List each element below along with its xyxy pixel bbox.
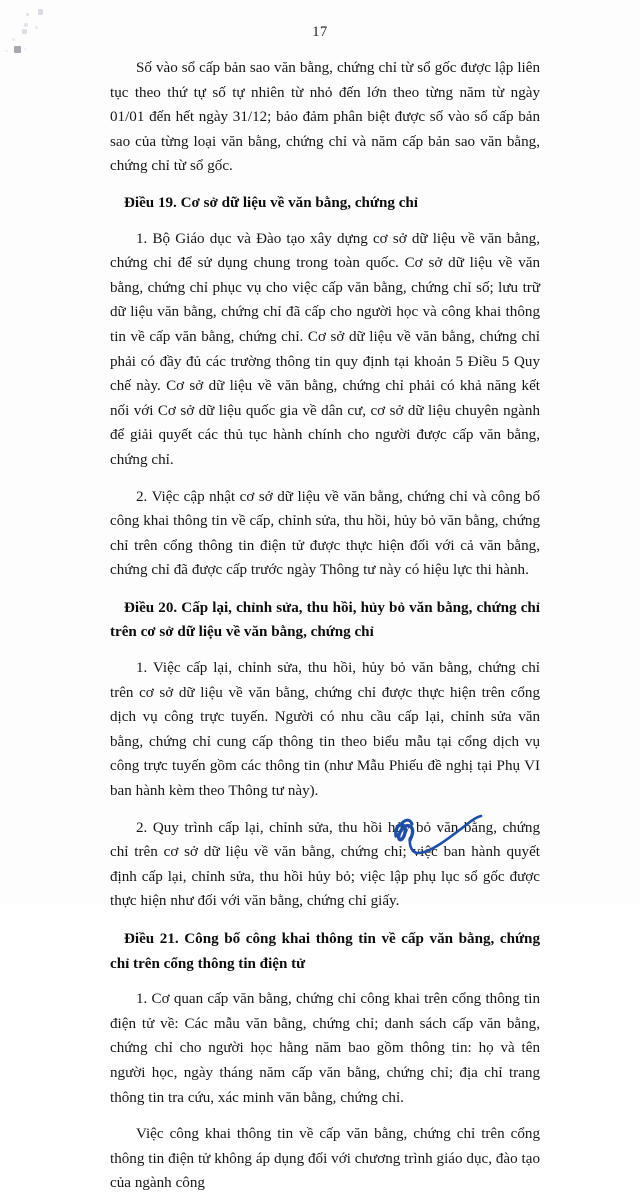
paragraph-19-1: 1. Bộ Giáo dục và Đào tạo xây dựng cơ sở dữ liệu về văn bằng, chứng chỉ để sử dụng chung trong toàn quốc. Cơ sở dữ liệu về văn bằng, chứng chỉ phục vụ cho việc cấp văn bằng, chứng chỉ số; lưu trữ dữ liệu văn bằng, chứng chỉ đã cấp cho người học và công khai thông tin về cấp văn bằng, chứng chỉ. Cơ sở dữ liệu về văn bằng, chứng chỉ phải có đầy đủ các trường thông tin quy định tại khoản 5 Điều 5 Quy chế này. Cơ sở dữ liệu về văn bằng, chứng chỉ phải có khả năng kết nối với Cơ sở dữ liệu quốc gia về dân cư, cơ sở dữ liệu chuyên ngành để giải quyết các thủ tục hành chính cho người được cấp văn bằng, chứng chỉ.	[110, 230, 540, 468]
document-body	[110, 56, 540, 1196]
paragraph-21-2: Việc công khai thông tin về cấp văn bằng, chứng chỉ trên cổng thông tin điện tử không áp dụng đối với chương trình giáo dục, đào tạo của ngành công	[110, 1126, 540, 1192]
scan-artifacts	[0, 0, 110, 90]
paragraph-20-2: 2. Quy trình cấp lại, chỉnh sửa, thu hồi hủy bỏ văn bằng, chứng chỉ trên cơ sở dữ liệu về văn bằng, chứng chỉ; việc ban hành quyết định cấp lại, chỉnh sửa, thu hồi hủy bỏ; việc lập phụ lục sổ gốc được thực hiện như đối với văn bằng, chứng chỉ giấy.	[110, 819, 540, 910]
paragraph-19-2: 2. Việc cập nhật cơ sở dữ liệu về văn bằng, chứng chỉ và công bố công khai thông tin về cấp, chỉnh sửa, thu hồi, hủy bỏ văn bằng, chứng chỉ trên cổng thông tin điện tử được thực hiện đối với cả văn bằng, chứng chỉ đã được cấp trước ngày Thông tư này có hiệu lực thi hành.	[110, 488, 540, 579]
page-number: 17	[312, 24, 328, 40]
heading-dieu-20: Điều 20. Cấp lại, chỉnh sửa, thu hồi, hủy bỏ văn bằng, chứng chỉ trên cơ sở dữ liệu về văn bằng, chứng chỉ	[110, 599, 540, 641]
heading-dieu-21: Điều 21. Công bố công khai thông tin về cấp văn bằng, chứng chỉ trên cổng thông tin điện tử	[110, 931, 540, 972]
paragraph-intro: Số vào sổ cấp bản sao văn bằng, chứng chỉ từ sổ gốc được lập liên tục theo thứ tự số tự nhiên từ nhỏ đến lớn theo từng năm từ ngày 01/01 đến hết ngày 31/12; bảo đảm phân biệt được số vào sổ cấp bản sao của từng loại văn bằng, chứng chỉ và năm cấp bản sao văn bằng, chứng chỉ từ sổ gốc.	[110, 60, 540, 175]
paragraph-21-1: 1. Cơ quan cấp văn bằng, chứng chỉ công khai trên cổng thông tin điện tử về: Các mẫu văn bằng, chứng chỉ; danh sách cấp văn bằng, chứng chỉ cho người học hằng năm bao gồm thông tin: họ và tên người học, ngày tháng năm cấp văn bằng, chứng chỉ; địa chỉ trang thông tin tra cứu, xác minh văn bằng, chứng chỉ.	[110, 991, 540, 1106]
heading-dieu-19: Điều 19. Cơ sở dữ liệu về văn bằng, chứng chỉ	[124, 194, 418, 211]
paragraph-20-1: 1. Việc cấp lại, chỉnh sửa, thu hồi, hủy bỏ văn bằng, chứng chỉ trên cơ sở dữ liệu về văn bằng, chứng chỉ được thực hiện trên cổng dịch vụ công trực tuyến. Người có nhu cầu cấp lại, chỉnh sửa văn bằng, chứng chỉ cung cấp thông tin theo biểu mẫu tại cổng dịch vụ công trực tuyến gồm các thông tin (như Mẫu Phiếu đề nghị tại Phụ VI ban hành kèm theo Thông tư này).	[110, 660, 540, 800]
